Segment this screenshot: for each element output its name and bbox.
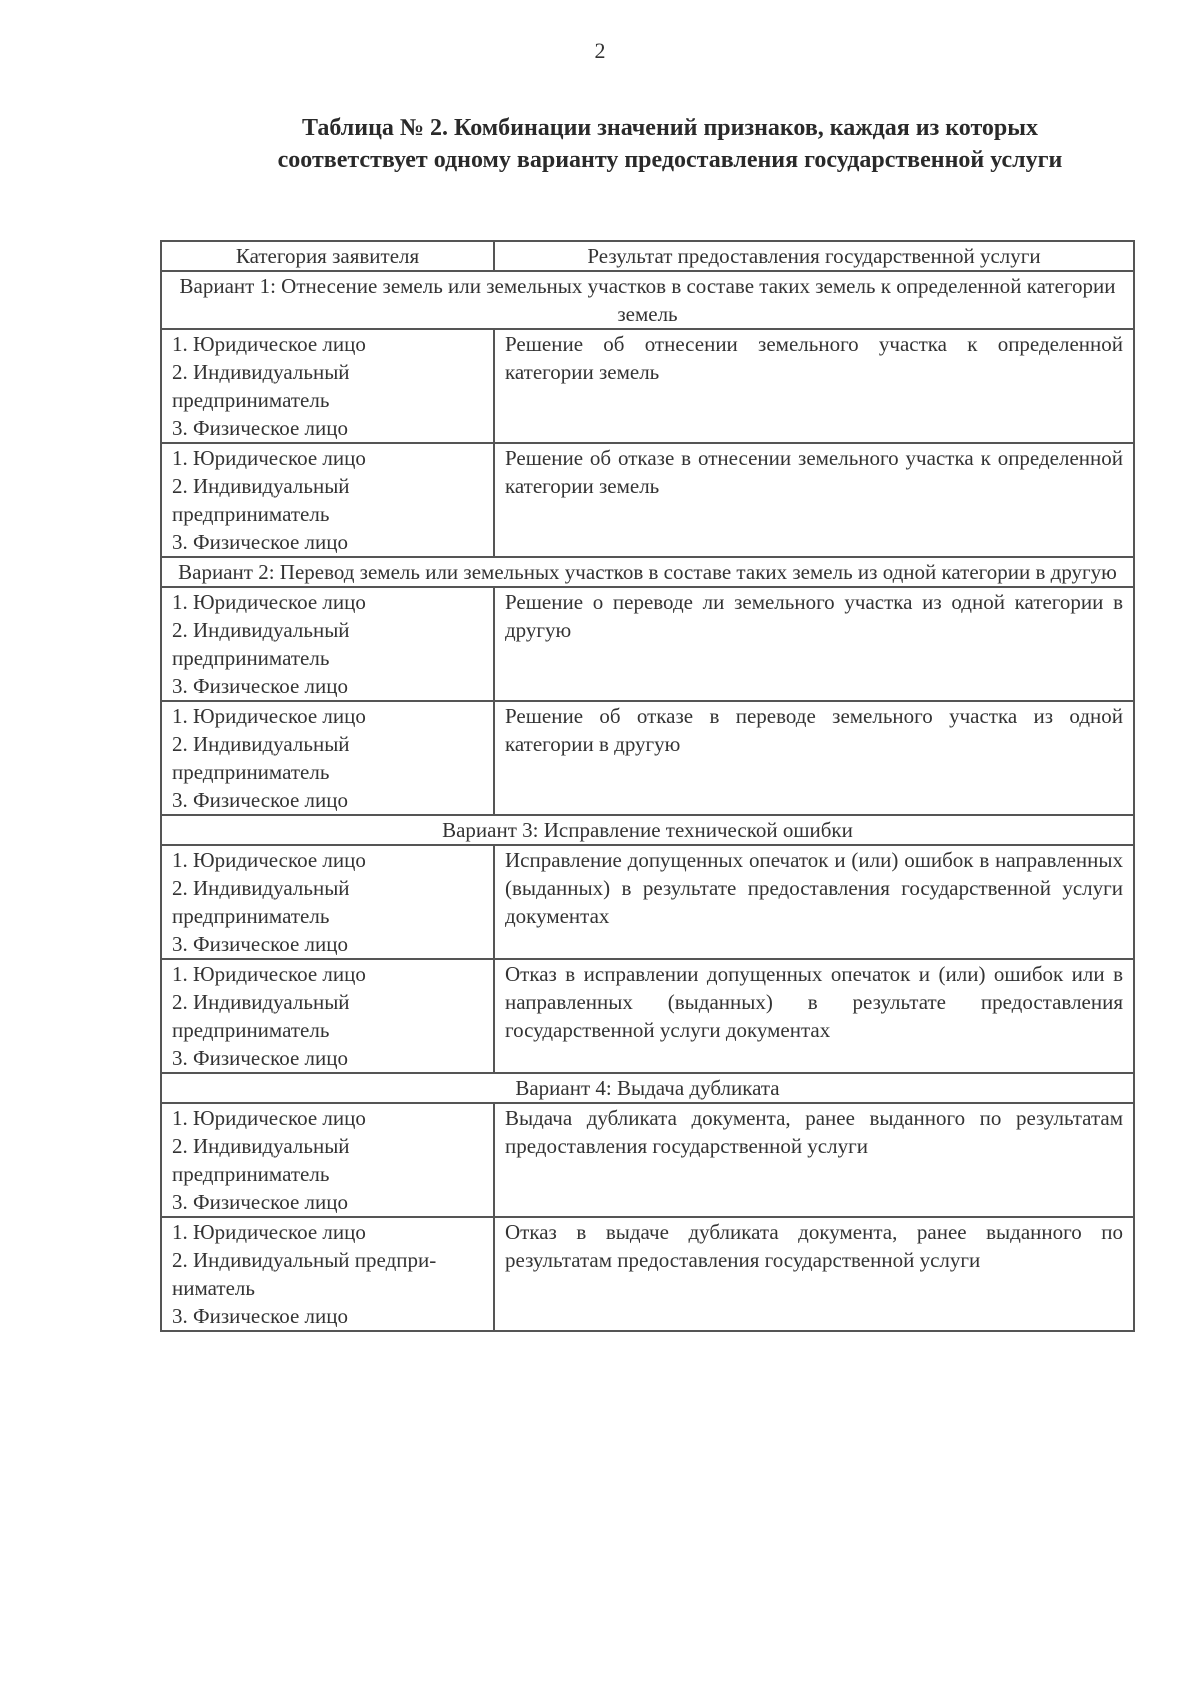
table-row — [161, 1103, 1134, 1217]
result-cell: Решение об отнесении земельного участка к определенной категории земель — [494, 329, 1134, 443]
variant-title: Вариант 3: Исправление технической ошибки — [161, 815, 1134, 845]
category-item: 1. Юридическое лицо — [172, 590, 366, 614]
category-item: 3. Физическое лицо — [172, 788, 349, 812]
category-item: 3. Физическое лицо — [172, 674, 349, 698]
variant-title: Вариант 4: Выдача дубликата — [161, 1073, 1134, 1103]
page-number: 2 — [594, 38, 606, 63]
category-item: 3. Физическое лицо — [172, 416, 349, 440]
applicant-category-cell — [161, 329, 494, 443]
result-cell: Отказ в выдаче дубликата документа, ранее выданного по результатам предоставления государственной услуги — [494, 1217, 1134, 1331]
category-item: 3. Физическое лицо — [172, 530, 349, 554]
applicant-category-cell — [161, 959, 494, 1073]
variant-row — [161, 271, 1134, 329]
table-row — [161, 959, 1134, 1073]
category-item: 2. Индивидуальный предприниматель — [172, 732, 350, 784]
result-cell: Решение о переводе ли земельного участка из одной категории в другую — [494, 587, 1134, 701]
table-row — [161, 845, 1134, 959]
header-category: Категория заявителя — [161, 241, 494, 271]
category-item: 1. Юридическое лицо — [172, 962, 366, 986]
category-item: 2. Индивидуальный предприниматель — [172, 876, 350, 928]
table-title: Таблица № 2. Комбинации значений признаков, каждая из которых соответствует одному варианту предоставления государственной услуги — [277, 115, 1063, 173]
category-item: 3. Физическое лицо — [172, 1304, 349, 1328]
applicant-category-cell — [161, 845, 494, 959]
category-item: 1. Юридическое лицо — [172, 446, 366, 470]
table-row — [161, 1217, 1134, 1331]
category-item: 1. Юридическое лицо — [172, 848, 366, 872]
applicant-category-cell — [161, 443, 494, 557]
table-header-row — [161, 241, 1134, 271]
result-cell: Отказ в исправлении допущенных опечаток и (или) ошибок или в направленных (выданных) в результате предоставления государственной услуги документах — [494, 959, 1134, 1073]
category-item: 2. Индивидуальный предприниматель — [172, 360, 350, 412]
category-item: 2. Индивидуальный предприниматель — [172, 1134, 350, 1186]
table-row — [161, 587, 1134, 701]
result-cell: Решение об отказе в переводе земельного участка из одной категории в другую — [494, 701, 1134, 815]
applicant-category-cell — [161, 701, 494, 815]
category-item: 3. Физическое лицо — [172, 1046, 349, 1070]
category-item: 1. Юридическое лицо — [172, 1220, 366, 1244]
category-item: 2. Индивидуальный предприниматель — [172, 474, 350, 526]
category-item: 2. Индивидуальный предпри-ниматель — [172, 1248, 437, 1300]
category-item: 1. Юридическое лицо — [172, 332, 366, 356]
category-item: 2. Индивидуальный предприниматель — [172, 618, 350, 670]
variants-table — [160, 240, 1135, 1332]
variant-row — [161, 815, 1134, 845]
variant-row — [161, 1073, 1134, 1103]
applicant-category-cell — [161, 1103, 494, 1217]
variant-title: Вариант 1: Отнесение земель или земельных участков в составе таких земель к определенной категории земель — [161, 271, 1134, 329]
result-cell: Выдача дубликата документа, ранее выданного по результатам предоставления государственной услуги — [494, 1103, 1134, 1217]
applicant-category-cell — [161, 1217, 494, 1331]
result-cell: Исправление допущенных опечаток и (или) ошибок в направленных (выданных) в результате предоставления государственной услуги документах — [494, 845, 1134, 959]
table-row — [161, 443, 1134, 557]
variant-row — [161, 557, 1134, 587]
category-item: 1. Юридическое лицо — [172, 1106, 366, 1130]
applicant-category-cell — [161, 587, 494, 701]
category-item: 3. Физическое лицо — [172, 1190, 349, 1214]
category-item: 3. Физическое лицо — [172, 932, 349, 956]
category-item: 1. Юридическое лицо — [172, 704, 366, 728]
header-result: Результат предоставления государственной услуги — [494, 241, 1134, 271]
variant-title: Вариант 2: Перевод земель или земельных участков в составе таких земель из одной категории в другую — [161, 557, 1134, 587]
result-cell: Решение об отказе в отнесении земельного участка к определенной категории земель — [494, 443, 1134, 557]
category-item: 2. Индивидуальный предприниматель — [172, 990, 350, 1042]
table-row — [161, 701, 1134, 815]
table-row — [161, 329, 1134, 443]
